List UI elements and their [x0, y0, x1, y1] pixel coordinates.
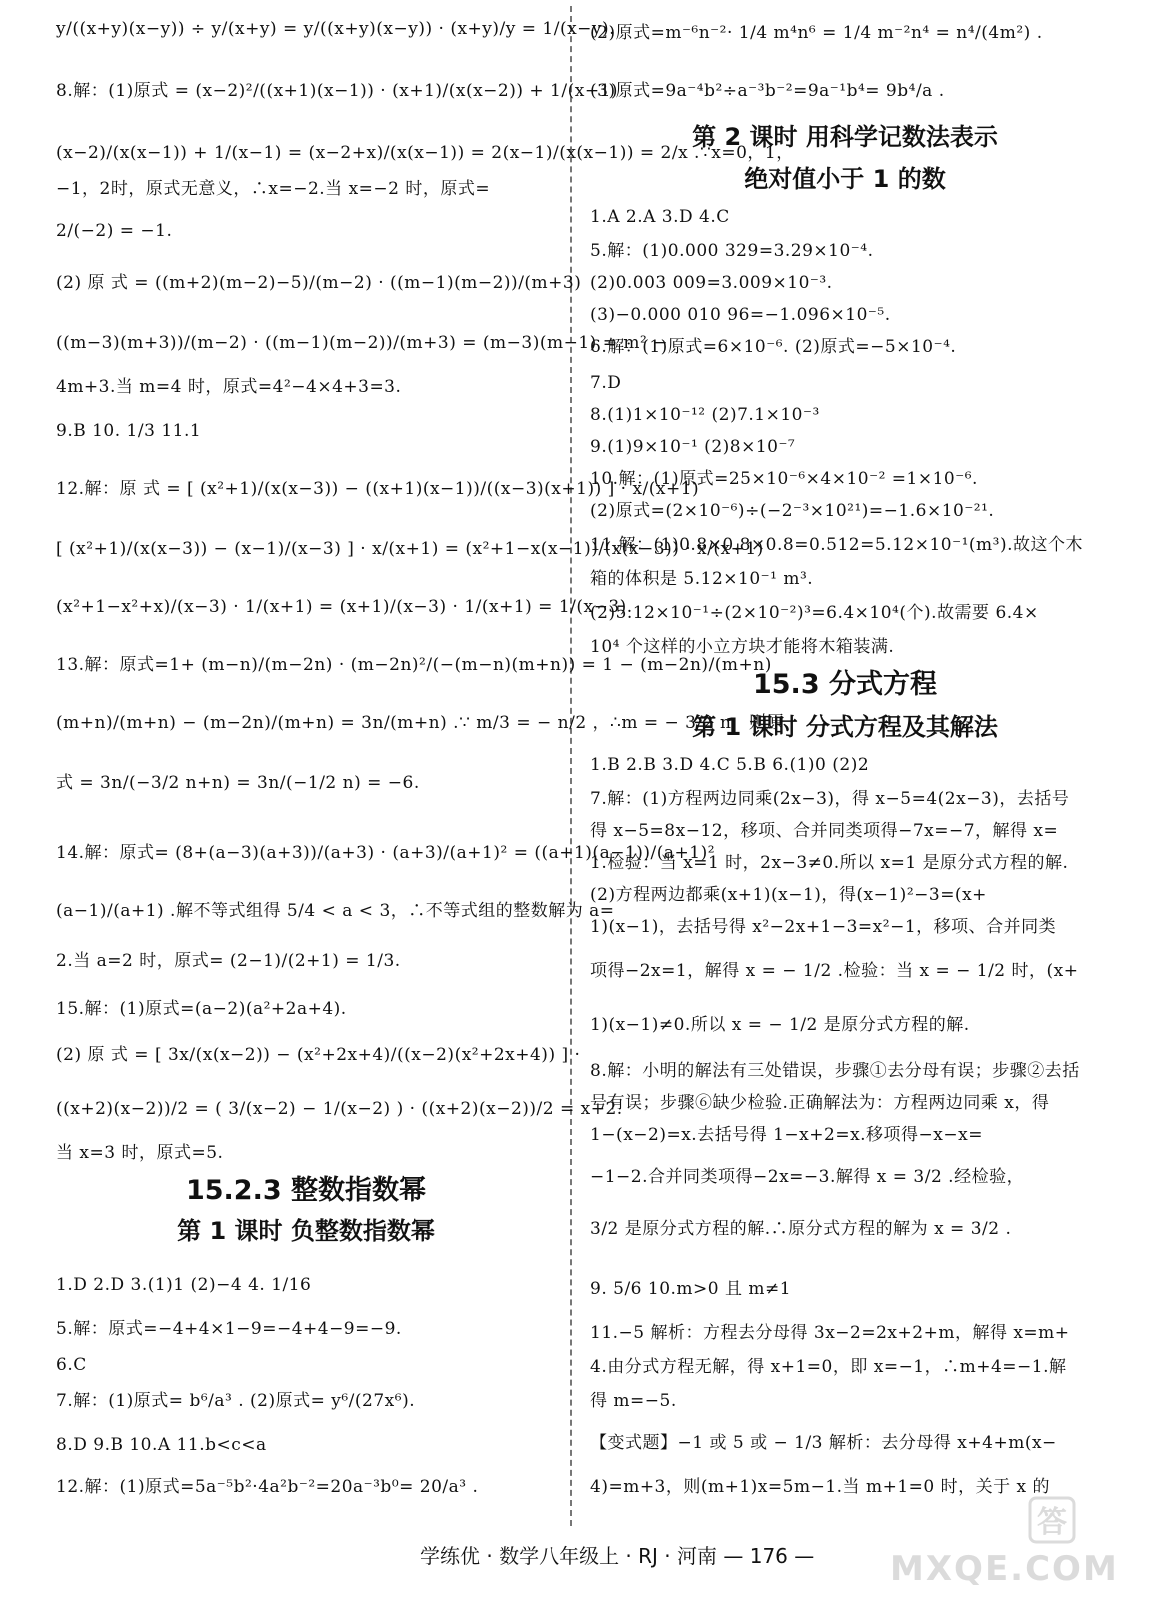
watermark-logo	[880, 1490, 1130, 1590]
answer-line: 式 = 3n/(−3/2 n+n) = 3n/(−1/2 n) = −6.	[56, 773, 420, 793]
answer-line: 3/2 是原分式方程的解.∴原分式方程的解为 x = 3/2 .	[590, 1219, 1012, 1239]
answer-line: 4m+3.当 m=4 时，原式=4²−4×4+3=3.	[56, 377, 402, 397]
section-heading: 第 2 课时 用科学记数法表示	[692, 123, 998, 151]
answer-line: 1)(x−1)≠0.所以 x = − 1/2 是原分式方程的解.	[590, 1015, 970, 1035]
answer-line: −1−2.合并同类项得−2x=−3.解得 x = 3/2 .经检验，	[590, 1167, 1025, 1187]
answer-line: 1)(x−1)，去括号得 x²−2x+1−3=x²−1，移项、合并同类	[590, 917, 1057, 937]
answer-line: 得 m=−5.	[590, 1391, 677, 1411]
answer-line: (2)0.003 009=3.009×10⁻³.	[590, 273, 833, 293]
answer-line: 13.解：原式=1+ (m−n)/(m−2n) · (m−2n)²/(−(m−n)(m+n)) = 1 − (m−2n)/(m+n)	[56, 655, 772, 675]
svg-text:答: 答	[1037, 1505, 1067, 1540]
answer-line: (2)原式=(2×10⁻⁶)÷(−2⁻³×10²¹)=−1.6×10⁻²¹.	[590, 501, 995, 521]
answer-line: (2) 原 式 = [ 3x/(x(x−2)) − (x²+2x+4)/((x−2)(x²+2x+4)) ] ·	[56, 1045, 581, 1065]
answer-line: 10⁴ 个这样的小立方块才能将木箱装满.	[590, 637, 895, 657]
answer-line: ((m−3)(m+3))/(m−2) · ((m−1)(m−2))/(m+3) = (m−3)(m−1) = m² −	[56, 333, 668, 353]
answer-line: 8.解：(1)原式 = (x−2)²/((x+1)(x−1)) · (x+1)/(x(x−2)) + 1/(x−1)	[56, 81, 619, 101]
answer-line: (2)5.12×10⁻¹÷(2×10⁻²)³=6.4×10⁴(个).故需要 6.4×	[590, 603, 1039, 623]
answer-line: y/((x+y)(x−y)) ÷ y/(x+y) = y/((x+y)(x−y)) · (x+y)/y = 1/(x−y).	[56, 19, 616, 39]
answer-line: 12.解：(1)原式=5a⁻⁵b²·4a²b⁻²=20a⁻³b⁰= 20/a³ .	[56, 1477, 479, 1497]
answer-line: 4.由分式方程无解，得 x+1=0，即 x=−1，∴m+4=−1.解	[590, 1357, 1067, 1377]
answer-line: 2.当 a=2 时，原式= (2−1)/(2+1) = 1/3.	[56, 951, 401, 971]
answer-line: (3)−0.000 010 96=−1.096×10⁻⁵.	[590, 305, 891, 325]
svg-text:MXQE.COM: MXQE.COM	[890, 1549, 1119, 1589]
answer-line: 9.B 10. 1/3 11.1	[56, 421, 202, 441]
answer-line: (2)原式=m⁻⁶n⁻²· 1/4 m⁴n⁶ = 1/4 m⁻²n⁴ = n⁴/(4m²) .	[590, 23, 1043, 43]
section-heading: 第 1 课时 分式方程及其解法	[692, 713, 998, 741]
answer-line: 7.D	[590, 373, 622, 393]
answer-line: 6.解：(1)原式=6×10⁻⁶. (2)原式=−5×10⁻⁴.	[590, 337, 957, 357]
answer-line: 14.解：原式= (8+(a−3)(a+3))/(a+3) · (a+3)/(a+1)² = ((a+1)(a−1))/(a+1)²	[56, 843, 716, 863]
section-heading: 15.2.3 整数指数幂	[185, 1175, 427, 1206]
answer-line: 8.(1)1×10⁻¹² (2)7.1×10⁻³	[590, 405, 820, 425]
answer-line: 1.A 2.A 3.D 4.C	[590, 207, 730, 227]
column-divider	[570, 6, 572, 1526]
answer-line: 12.解：原 式 = [ (x²+1)/(x(x−3)) − ((x+1)(x−1))/((x−3)(x+1)) ] · x/(x+1)	[56, 479, 700, 499]
answer-line: (x−2)/(x(x−1)) + 1/(x−1) = (x−2+x)/(x(x−1)) = 2(x−1)/(x(x−1)) = 2/x .∵x=0，1，	[56, 143, 794, 163]
answer-line: 11.解：(1)0.8×0.8×0.8=0.512=5.12×10⁻¹(m³).故这个木	[590, 535, 1083, 555]
section-heading: 15.3 分式方程	[752, 669, 938, 700]
page-footer: 学练优 · 数学八年级上 · RJ · 河南 — 176 —	[420, 1544, 815, 1568]
answer-line: 得 x−5=8x−12，移项、合并同类项得−7x=−7，解得 x=	[590, 821, 1059, 841]
answer-line: (m+n)/(m+n) − (m−2n)/(m+n) = 3n/(m+n) .∵ m/3 = − n/2 ，∴m = − 3/2 n，则原	[56, 713, 784, 733]
answer-line: 7.解：(1)方程两边同乘(2x−3)，得 x−5=4(2x−3)，去括号	[590, 789, 1070, 809]
answer-line: (a−1)/(a+1) .解不等式组得 5/4 < a < 3，∴不等式组的整数解为 a=	[56, 901, 615, 921]
answer-line: 8.D 9.B 10.A 11.b<c<a	[56, 1435, 267, 1455]
answer-line: 6.C	[56, 1355, 87, 1375]
answer-line: 9. 5/6 10.m>0 且 m≠1	[590, 1279, 792, 1299]
answer-line: 项得−2x=1，解得 x = − 1/2 .检验：当 x = − 1/2 时，(x+	[590, 961, 1079, 981]
answer-line: 1.D 2.D 3.(1)1 (2)−4 4. 1/16	[56, 1275, 312, 1295]
answer-line: 9.(1)9×10⁻¹ (2)8×10⁻⁷	[590, 437, 796, 457]
answer-line: 8.解：小明的解法有三处错误，步骤①去分母有误；步骤②去括	[590, 1061, 1080, 1081]
answer-line: 箱的体积是 5.12×10⁻¹ m³.	[590, 569, 814, 589]
answer-line: 1−(x−2)=x.去括号得 1−x+2=x.移项得−x−x=	[590, 1125, 983, 1145]
section-heading: 第 1 课时 负整数指数幂	[177, 1217, 435, 1245]
answer-line: −1，2时，原式无意义，∴x=−2.当 x=−2 时，原式=	[56, 179, 491, 199]
answer-line: 当 x=3 时，原式=5.	[56, 1143, 224, 1163]
answer-line: (3)原式=9a⁻⁴b²÷a⁻³b⁻²=9a⁻¹b⁴= 9b⁴/a .	[590, 81, 945, 101]
answer-line: 1.B 2.B 3.D 4.C 5.B 6.(1)0 (2)2	[590, 755, 870, 775]
answer-line: 5.解：原式=−4+4×1−9=−4+4−9=−9.	[56, 1319, 402, 1339]
answer-line: [ (x²+1)/(x(x−3)) − (x−1)/(x−3) ] · x/(x+1) = (x²+1−x(x−1))/(x(x−3)) · x/(x+1)	[56, 539, 764, 559]
answer-line: (x²+1−x²+x)/(x−3) · 1/(x+1) = (x+1)/(x−3) · 1/(x+1) = 1/(x−3).	[56, 597, 633, 617]
answer-line: 【变式题】−1 或 5 或 − 1/3 解析：去分母得 x+4+m(x−	[590, 1433, 1057, 1453]
answer-line: 4)=m+3，则(m+1)x=5m−1.当 m+1=0 时，关于 x 的	[590, 1477, 1050, 1497]
answer-line: 15.解：(1)原式=(a−2)(a²+2a+4).	[56, 999, 347, 1019]
answer-line: 2/(−2) = −1.	[56, 221, 173, 241]
answer-line: 7.解：(1)原式= b⁶/a³ . (2)原式= y⁶/(27x⁶).	[56, 1391, 416, 1411]
answer-line: 号有误；步骤⑥缺少检验.正确解法为：方程两边同乘 x，得	[590, 1093, 1050, 1113]
answer-line: 5.解：(1)0.000 329=3.29×10⁻⁴.	[590, 241, 874, 261]
answer-line: 10.解：(1)原式=25×10⁻⁶×4×10⁻² =1×10⁻⁶.	[590, 469, 978, 489]
answer-line: 11.−5 解析：方程去分母得 3x−2=2x+2+m，解得 x=m+	[590, 1323, 1070, 1343]
answer-line: ((x+2)(x−2))/2 = ( 3/(x−2) − 1/(x−2) ) · ((x+2)(x−2))/2 = x+2.	[56, 1099, 623, 1119]
answer-line: (2) 原 式 = ((m+2)(m−2)−5)/(m−2) · ((m−1)(m−2))/(m+3)	[56, 273, 582, 293]
section-heading: 绝对值小于 1 的数	[744, 165, 946, 193]
answer-line: 1.检验：当 x=1 时，2x−3≠0.所以 x=1 是原分式方程的解.	[590, 853, 1069, 873]
answer-line: (2)方程两边都乘(x+1)(x−1)，得(x−1)²−3=(x+	[590, 885, 987, 905]
